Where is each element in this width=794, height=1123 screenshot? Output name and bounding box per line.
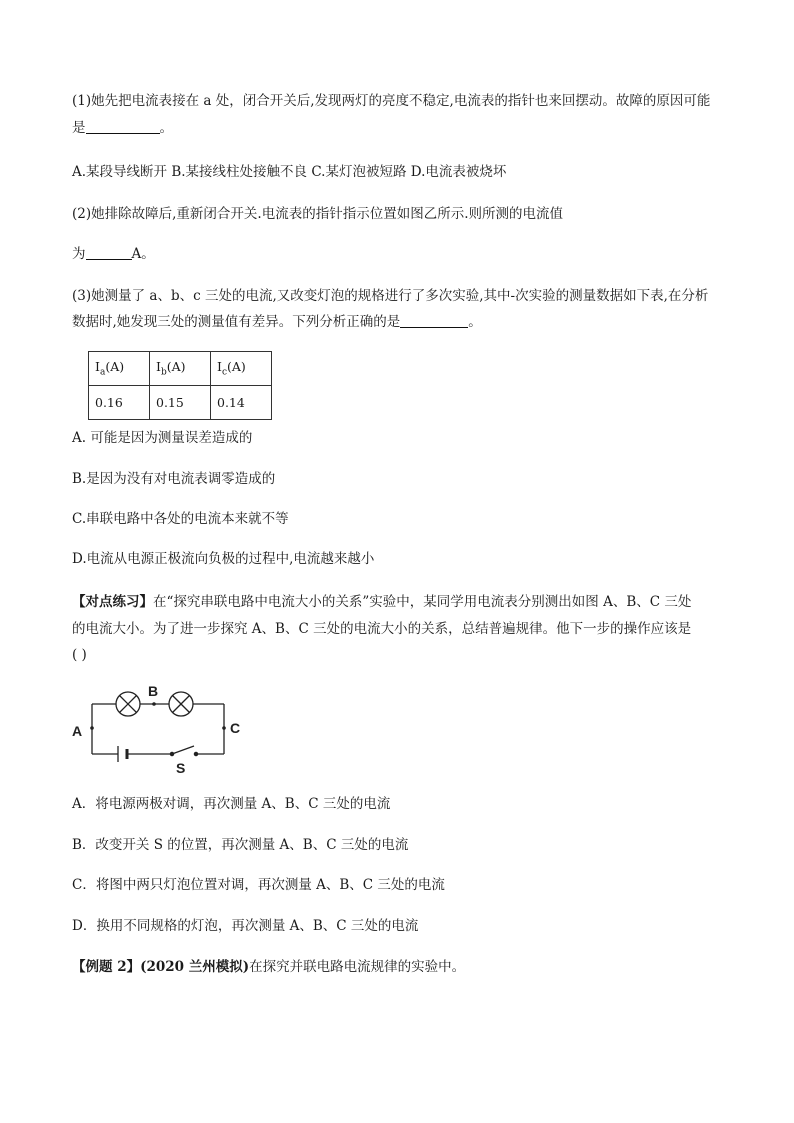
q2-stem-line2: [72, 245, 155, 263]
q3-stem-line1: (3)她测量了 a、b、c 三处的电流,又改变灯泡的规格进行了多次实验,其中-次实验的测量数据如下表,在分析: [72, 288, 709, 304]
header-ib: $I_b(A)$: [150, 352, 211, 386]
label-b: B: [148, 683, 159, 699]
label-c: C: [230, 720, 241, 736]
q2-prefix: 为: [72, 246, 86, 262]
q3-suffix: 。: [468, 314, 482, 330]
q3-stem-text: 数据时,她发现三处的测量值有差异。下列分析正确的是: [72, 314, 401, 330]
practice-option-b: B．改变开关 S 的位置，再次测量 A、B、C 三处的电流: [72, 837, 409, 853]
practice-stem-line2: 的电流大小。为了进一步探究 A、B、C 三处的电流大小的关系，总结普遍规律。他下一步的操作应该是: [72, 621, 692, 637]
label-a: A: [72, 723, 83, 739]
example2-text: 在探究并联电路电流规律的实验中。: [249, 959, 466, 975]
practice-option-c: C．将图中两只灯泡位置对调，再次测量 A、B、C 三处的电流: [72, 877, 445, 893]
q3-option-d: D.电流从电源正极流向负极的过程中,电流越来越小: [72, 551, 375, 567]
value-ic: 0.14: [211, 386, 272, 420]
value-ib: 0.15: [150, 386, 211, 420]
switch-icon: [170, 746, 197, 756]
table-row: [89, 386, 272, 420]
practice-stem-line3: ( ): [72, 647, 87, 663]
q3-answer-blank[interactable]: [400, 313, 468, 328]
label-s: S: [176, 760, 186, 774]
example2-tag: 【例题 2】(2020 兰州模拟): [72, 959, 250, 975]
q3-stem-line2: [72, 313, 482, 331]
lamp-1: [116, 692, 140, 716]
q2-stem-line1: (2)她排除故障后,重新闭合开关.电流表的指针指示位置如图乙所示.则所测的电流值: [72, 206, 563, 222]
point-c-dot: [222, 726, 226, 730]
q3-option-a: A. 可能是因为测量误差造成的: [72, 430, 253, 446]
battery-icon: [118, 746, 127, 762]
q1-options: A.某段导线断开 B.某接线柱处接触不良 C.某灯泡被短路 D.电流表被烧坏: [72, 164, 507, 180]
q1-stem-line2: [72, 119, 173, 137]
q2-answer-blank[interactable]: [86, 245, 132, 260]
practice-text-1: 在“探究串联电路中电流大小的关系”实验中，某同学用电流表分别测出如图 A、B、C 三处: [153, 594, 692, 610]
point-a-dot: [90, 726, 94, 730]
q1-answer-blank[interactable]: [86, 119, 160, 134]
lamp-2: [169, 692, 193, 716]
q3-option-b: B.是因为没有对电流表调零造成的: [72, 471, 276, 487]
series-circuit-diagram: [66, 680, 256, 774]
q1-prefix: 是: [72, 120, 86, 136]
example2-stem: [72, 958, 465, 976]
header-ia: $I_a(A)$: [89, 352, 150, 386]
practice-tag: 【对点练习】: [72, 594, 153, 610]
header-ic: $I_c(A)$: [211, 352, 272, 386]
q3-option-c: C.串联电路中各处的电流本来就不等: [72, 511, 289, 527]
practice-stem-line1: [72, 593, 691, 611]
practice-option-a: A．将电源两极对调，再次测量 A、B、C 三处的电流: [72, 796, 391, 812]
table-header-row: [89, 352, 272, 386]
q2-suffix: A。: [131, 246, 155, 262]
current-data-table: [88, 351, 272, 420]
value-ia: 0.16: [89, 386, 150, 420]
q1-stem-line1: (1)她先把电流表接在 a 处，闭合开关后,发现两灯的亮度不稳定,电流表的指针也来回摆动。故障的原因可能: [72, 93, 711, 109]
practice-option-d: D．换用不同规格的灯泡，再次测量 A、B、C 三处的电流: [72, 918, 419, 934]
q1-suffix: 。: [159, 120, 173, 136]
point-b-dot: [152, 702, 156, 706]
circuit-wires: [92, 704, 224, 754]
